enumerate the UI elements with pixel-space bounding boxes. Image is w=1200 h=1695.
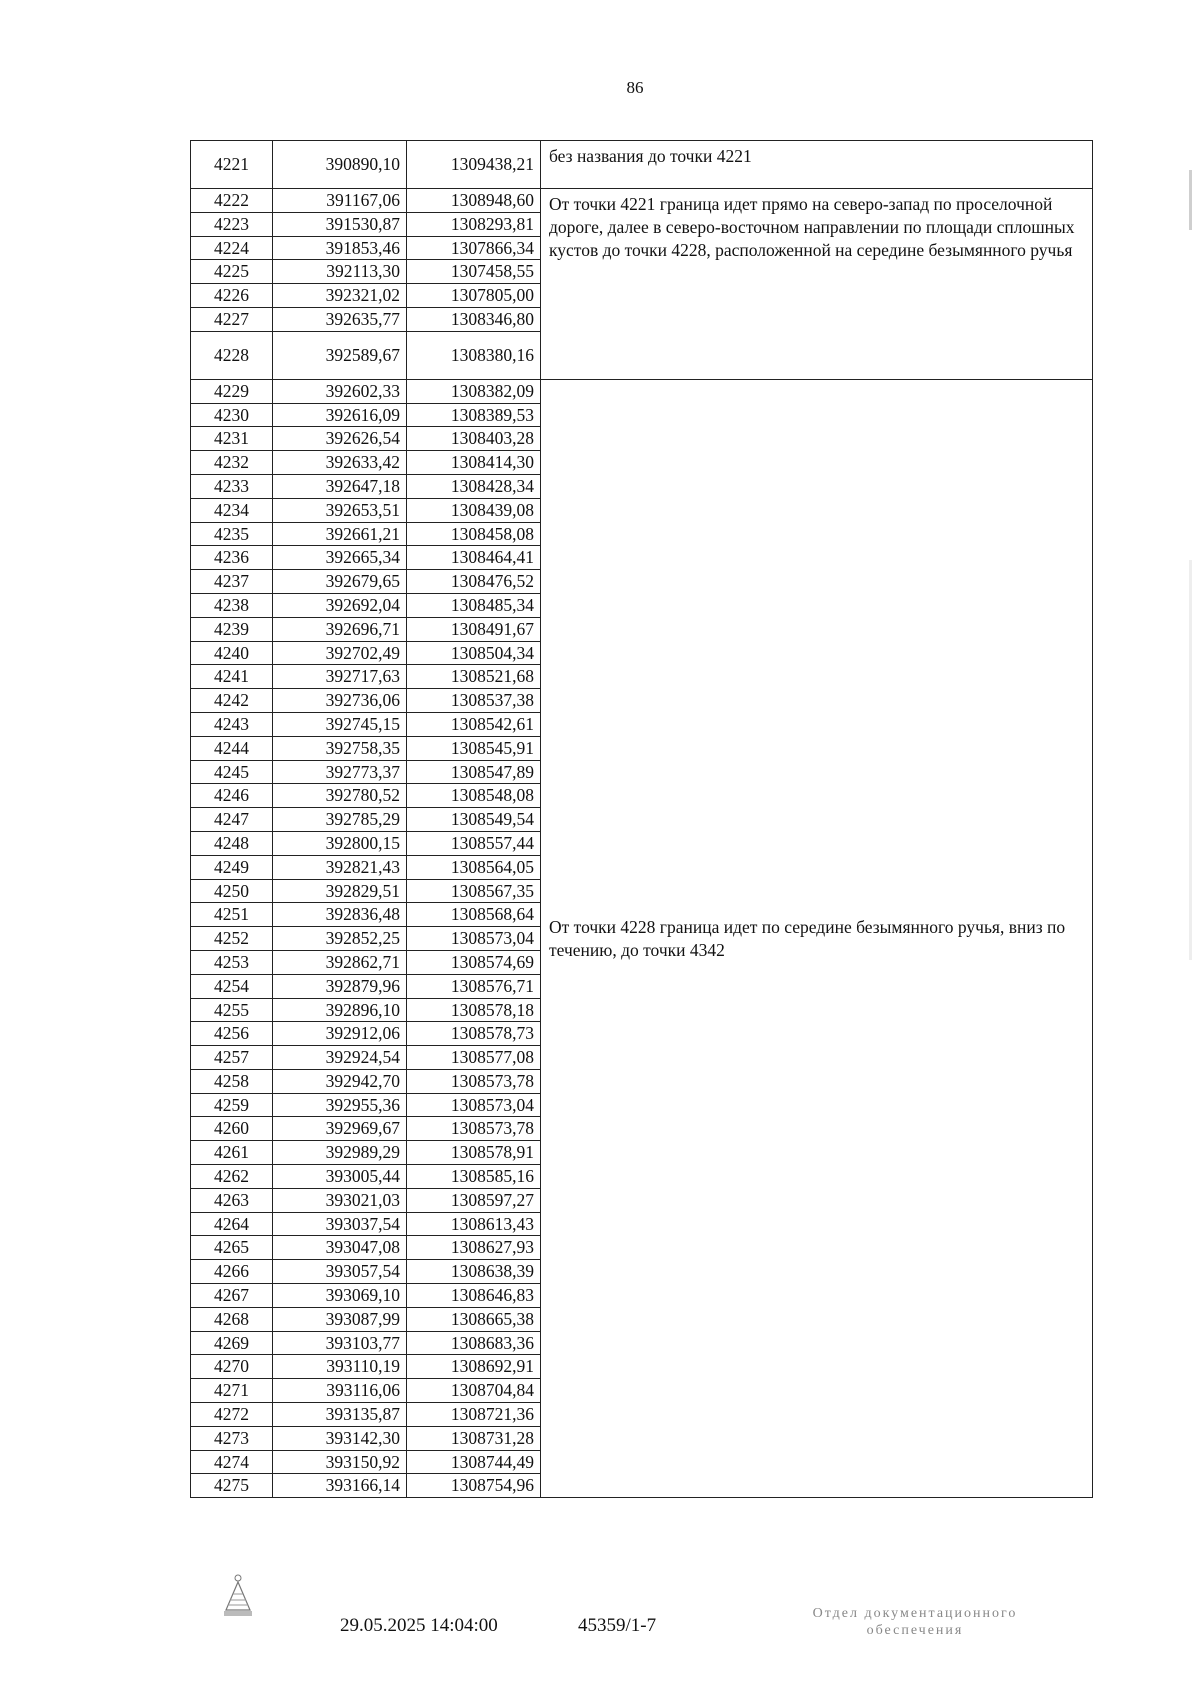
- point-number-cell: 4231: [191, 427, 273, 451]
- y-coordinate-cell: 1308491,67: [407, 617, 541, 641]
- y-coordinate-cell: 1308458,08: [407, 522, 541, 546]
- point-number-cell: 4228: [191, 331, 273, 379]
- point-number-cell: 4270: [191, 1355, 273, 1379]
- y-coordinate-cell: 1308573,04: [407, 927, 541, 951]
- point-number-cell: 4241: [191, 665, 273, 689]
- point-number-cell: 4248: [191, 831, 273, 855]
- x-coordinate-cell: 392321,02: [273, 284, 407, 308]
- y-coordinate-cell: 1308578,18: [407, 998, 541, 1022]
- y-coordinate-cell: 1308346,80: [407, 307, 541, 331]
- point-number-cell: 4223: [191, 212, 273, 236]
- x-coordinate-cell: 393135,87: [273, 1403, 407, 1427]
- x-coordinate-cell: 393021,03: [273, 1188, 407, 1212]
- x-coordinate-cell: 392633,42: [273, 451, 407, 475]
- x-coordinate-cell: 393057,54: [273, 1260, 407, 1284]
- x-coordinate-cell: 392602,33: [273, 379, 407, 403]
- y-coordinate-cell: 1308428,34: [407, 474, 541, 498]
- x-coordinate-cell: 390890,10: [273, 141, 407, 189]
- x-coordinate-cell: 392829,51: [273, 879, 407, 903]
- x-coordinate-cell: 392758,35: [273, 736, 407, 760]
- y-coordinate-cell: 1308948,60: [407, 189, 541, 213]
- point-number-cell: 4262: [191, 1165, 273, 1189]
- y-coordinate-cell: 1308485,34: [407, 593, 541, 617]
- footer-code: 45359/1-7: [578, 1615, 657, 1636]
- y-coordinate-cell: 1308744,49: [407, 1450, 541, 1474]
- y-coordinate-cell: 1308382,09: [407, 379, 541, 403]
- stamp-line-2: обеспечения: [866, 1623, 964, 1638]
- point-number-cell: 4244: [191, 736, 273, 760]
- x-coordinate-cell: 391167,06: [273, 189, 407, 213]
- point-number-cell: 4222: [191, 189, 273, 213]
- point-number-cell: 4259: [191, 1093, 273, 1117]
- point-number-cell: 4252: [191, 927, 273, 951]
- table-row: [191, 379, 1093, 403]
- point-number-cell: 4235: [191, 522, 273, 546]
- y-coordinate-cell: 1308613,43: [407, 1212, 541, 1236]
- x-coordinate-cell: 392653,51: [273, 498, 407, 522]
- y-coordinate-cell: 1308573,78: [407, 1117, 541, 1141]
- point-number-cell: 4232: [191, 451, 273, 475]
- point-number-cell: 4267: [191, 1284, 273, 1308]
- y-coordinate-cell: 1308638,39: [407, 1260, 541, 1284]
- y-coordinate-cell: 1308504,34: [407, 641, 541, 665]
- y-coordinate-cell: 1308721,36: [407, 1403, 541, 1427]
- y-coordinate-cell: 1308704,84: [407, 1379, 541, 1403]
- x-coordinate-cell: 392989,29: [273, 1141, 407, 1165]
- y-coordinate-cell: 1308521,68: [407, 665, 541, 689]
- x-coordinate-cell: 392879,96: [273, 974, 407, 998]
- point-number-cell: 4234: [191, 498, 273, 522]
- y-coordinate-cell: 1308577,08: [407, 1046, 541, 1070]
- y-coordinate-cell: 1308692,91: [407, 1355, 541, 1379]
- y-coordinate-cell: 1308573,78: [407, 1069, 541, 1093]
- y-coordinate-cell: 1308574,69: [407, 950, 541, 974]
- point-number-cell: 4261: [191, 1141, 273, 1165]
- point-number-cell: 4251: [191, 903, 273, 927]
- y-coordinate-cell: 1307866,34: [407, 236, 541, 260]
- y-coordinate-cell: 1308646,83: [407, 1284, 541, 1308]
- y-coordinate-cell: 1308293,81: [407, 212, 541, 236]
- x-coordinate-cell: 392626,54: [273, 427, 407, 451]
- y-coordinate-cell: 1308545,91: [407, 736, 541, 760]
- y-coordinate-cell: 1309438,21: [407, 141, 541, 189]
- point-number-cell: 4269: [191, 1331, 273, 1355]
- y-coordinate-cell: 1308568,64: [407, 903, 541, 927]
- point-number-cell: 4272: [191, 1403, 273, 1427]
- y-coordinate-cell: 1308389,53: [407, 403, 541, 427]
- y-coordinate-cell: 1307805,00: [407, 284, 541, 308]
- x-coordinate-cell: 392836,48: [273, 903, 407, 927]
- x-coordinate-cell: 392969,67: [273, 1117, 407, 1141]
- x-coordinate-cell: 393087,99: [273, 1307, 407, 1331]
- x-coordinate-cell: 392955,36: [273, 1093, 407, 1117]
- point-number-cell: 4239: [191, 617, 273, 641]
- y-coordinate-cell: 1308547,89: [407, 760, 541, 784]
- boundary-description-cell: без названия до точки 4221: [541, 141, 1093, 189]
- point-number-cell: 4266: [191, 1260, 273, 1284]
- point-number-cell: 4271: [191, 1379, 273, 1403]
- table-row: [191, 141, 1093, 189]
- y-coordinate-cell: 1308476,52: [407, 570, 541, 594]
- point-number-cell: 4263: [191, 1188, 273, 1212]
- point-number-cell: 4260: [191, 1117, 273, 1141]
- x-coordinate-cell: 392800,15: [273, 831, 407, 855]
- point-number-cell: 4225: [191, 260, 273, 284]
- point-number-cell: 4242: [191, 689, 273, 713]
- x-coordinate-cell: 392589,67: [273, 331, 407, 379]
- x-coordinate-cell: 392745,15: [273, 712, 407, 736]
- x-coordinate-cell: 392924,54: [273, 1046, 407, 1070]
- y-coordinate-cell: 1308573,04: [407, 1093, 541, 1117]
- point-number-cell: 4236: [191, 546, 273, 570]
- x-coordinate-cell: 392773,37: [273, 760, 407, 784]
- logo-icon: [220, 1572, 256, 1618]
- point-number-cell: 4245: [191, 760, 273, 784]
- x-coordinate-cell: 392616,09: [273, 403, 407, 427]
- x-coordinate-cell: 392852,25: [273, 927, 407, 951]
- page-number: 86: [626, 78, 644, 97]
- point-number-cell: 4254: [191, 974, 273, 998]
- point-number-cell: 4230: [191, 403, 273, 427]
- x-coordinate-cell: 392942,70: [273, 1069, 407, 1093]
- y-coordinate-cell: 1308403,28: [407, 427, 541, 451]
- x-coordinate-cell: 392647,18: [273, 474, 407, 498]
- y-coordinate-cell: 1308627,93: [407, 1236, 541, 1260]
- x-coordinate-cell: 392113,30: [273, 260, 407, 284]
- point-number-cell: 4246: [191, 784, 273, 808]
- x-coordinate-cell: 393037,54: [273, 1212, 407, 1236]
- y-coordinate-cell: 1308665,38: [407, 1307, 541, 1331]
- point-number-cell: 4243: [191, 712, 273, 736]
- x-coordinate-cell: 393150,92: [273, 1450, 407, 1474]
- point-number-cell: 4233: [191, 474, 273, 498]
- point-number-cell: 4224: [191, 236, 273, 260]
- point-number-cell: 4221: [191, 141, 273, 189]
- y-coordinate-cell: 1308548,08: [407, 784, 541, 808]
- x-coordinate-cell: 392780,52: [273, 784, 407, 808]
- x-coordinate-cell: 393142,30: [273, 1426, 407, 1450]
- x-coordinate-cell: 393069,10: [273, 1284, 407, 1308]
- y-coordinate-cell: 1308380,16: [407, 331, 541, 379]
- point-number-cell: 4250: [191, 879, 273, 903]
- y-coordinate-cell: 1308567,35: [407, 879, 541, 903]
- point-number-cell: 4238: [191, 593, 273, 617]
- y-coordinate-cell: 1308549,54: [407, 808, 541, 832]
- table-row: [191, 189, 1093, 213]
- x-coordinate-cell: 393166,14: [273, 1474, 407, 1498]
- x-coordinate-cell: 392635,77: [273, 307, 407, 331]
- point-number-cell: 4268: [191, 1307, 273, 1331]
- y-coordinate-cell: 1308597,27: [407, 1188, 541, 1212]
- point-number-cell: 4237: [191, 570, 273, 594]
- y-coordinate-cell: 1308585,16: [407, 1165, 541, 1189]
- x-coordinate-cell: 391853,46: [273, 236, 407, 260]
- point-number-cell: 4247: [191, 808, 273, 832]
- x-coordinate-cell: 392692,04: [273, 593, 407, 617]
- point-number-cell: 4257: [191, 1046, 273, 1070]
- x-coordinate-cell: 392912,06: [273, 1022, 407, 1046]
- footer-date: 29.05.2025 14:04:00: [340, 1615, 498, 1636]
- x-coordinate-cell: 392862,71: [273, 950, 407, 974]
- point-number-cell: 4256: [191, 1022, 273, 1046]
- scan-edge-mark: [1189, 170, 1192, 230]
- boundary-description-cell: От точки 4221 граница идет прямо на северо-запад по проселочной дороге, далее в северо-восточном направлении по площади сплошных кустов до точки 4228, расположенной на середине безымянного ручья: [541, 189, 1093, 380]
- coordinates-table: [190, 140, 1093, 1498]
- point-number-cell: 4227: [191, 307, 273, 331]
- y-coordinate-cell: 1308564,05: [407, 855, 541, 879]
- point-number-cell: 4249: [191, 855, 273, 879]
- y-coordinate-cell: 1308439,08: [407, 498, 541, 522]
- scan-edge-mark: [1189, 560, 1192, 960]
- x-coordinate-cell: 392785,29: [273, 808, 407, 832]
- y-coordinate-cell: 1308557,44: [407, 831, 541, 855]
- point-number-cell: 4265: [191, 1236, 273, 1260]
- x-coordinate-cell: 391530,87: [273, 212, 407, 236]
- stamp-line-1: Отдел документационного: [812, 1606, 1018, 1621]
- x-coordinate-cell: 392679,65: [273, 570, 407, 594]
- x-coordinate-cell: 393047,08: [273, 1236, 407, 1260]
- x-coordinate-cell: 393103,77: [273, 1331, 407, 1355]
- y-coordinate-cell: 1308464,41: [407, 546, 541, 570]
- y-coordinate-cell: 1308414,30: [407, 451, 541, 475]
- point-number-cell: 4274: [191, 1450, 273, 1474]
- boundary-description-cell: От точки 4228 граница идет по середине безымянного ручья, вниз по течению, до точки 4342: [541, 379, 1093, 1497]
- x-coordinate-cell: 392896,10: [273, 998, 407, 1022]
- x-coordinate-cell: 393005,44: [273, 1165, 407, 1189]
- y-coordinate-cell: 1308683,36: [407, 1331, 541, 1355]
- x-coordinate-cell: 392665,34: [273, 546, 407, 570]
- x-coordinate-cell: 392821,43: [273, 855, 407, 879]
- point-number-cell: 4275: [191, 1474, 273, 1498]
- x-coordinate-cell: 392717,63: [273, 665, 407, 689]
- y-coordinate-cell: 1307458,55: [407, 260, 541, 284]
- point-number-cell: 4240: [191, 641, 273, 665]
- department-stamp: [770, 1605, 1060, 1639]
- point-number-cell: 4258: [191, 1069, 273, 1093]
- point-number-cell: 4229: [191, 379, 273, 403]
- y-coordinate-cell: 1308542,61: [407, 712, 541, 736]
- point-number-cell: 4264: [191, 1212, 273, 1236]
- y-coordinate-cell: 1308576,71: [407, 974, 541, 998]
- y-coordinate-cell: 1308731,28: [407, 1426, 541, 1450]
- point-number-cell: 4253: [191, 950, 273, 974]
- coordinates-table-body: [191, 141, 1093, 1498]
- point-number-cell: 4226: [191, 284, 273, 308]
- y-coordinate-cell: 1308578,91: [407, 1141, 541, 1165]
- x-coordinate-cell: 393110,19: [273, 1355, 407, 1379]
- y-coordinate-cell: 1308578,73: [407, 1022, 541, 1046]
- y-coordinate-cell: 1308537,38: [407, 689, 541, 713]
- x-coordinate-cell: 393116,06: [273, 1379, 407, 1403]
- y-coordinate-cell: 1308754,96: [407, 1474, 541, 1498]
- x-coordinate-cell: 392661,21: [273, 522, 407, 546]
- point-number-cell: 4255: [191, 998, 273, 1022]
- x-coordinate-cell: 392736,06: [273, 689, 407, 713]
- x-coordinate-cell: 392702,49: [273, 641, 407, 665]
- point-number-cell: 4273: [191, 1426, 273, 1450]
- x-coordinate-cell: 392696,71: [273, 617, 407, 641]
